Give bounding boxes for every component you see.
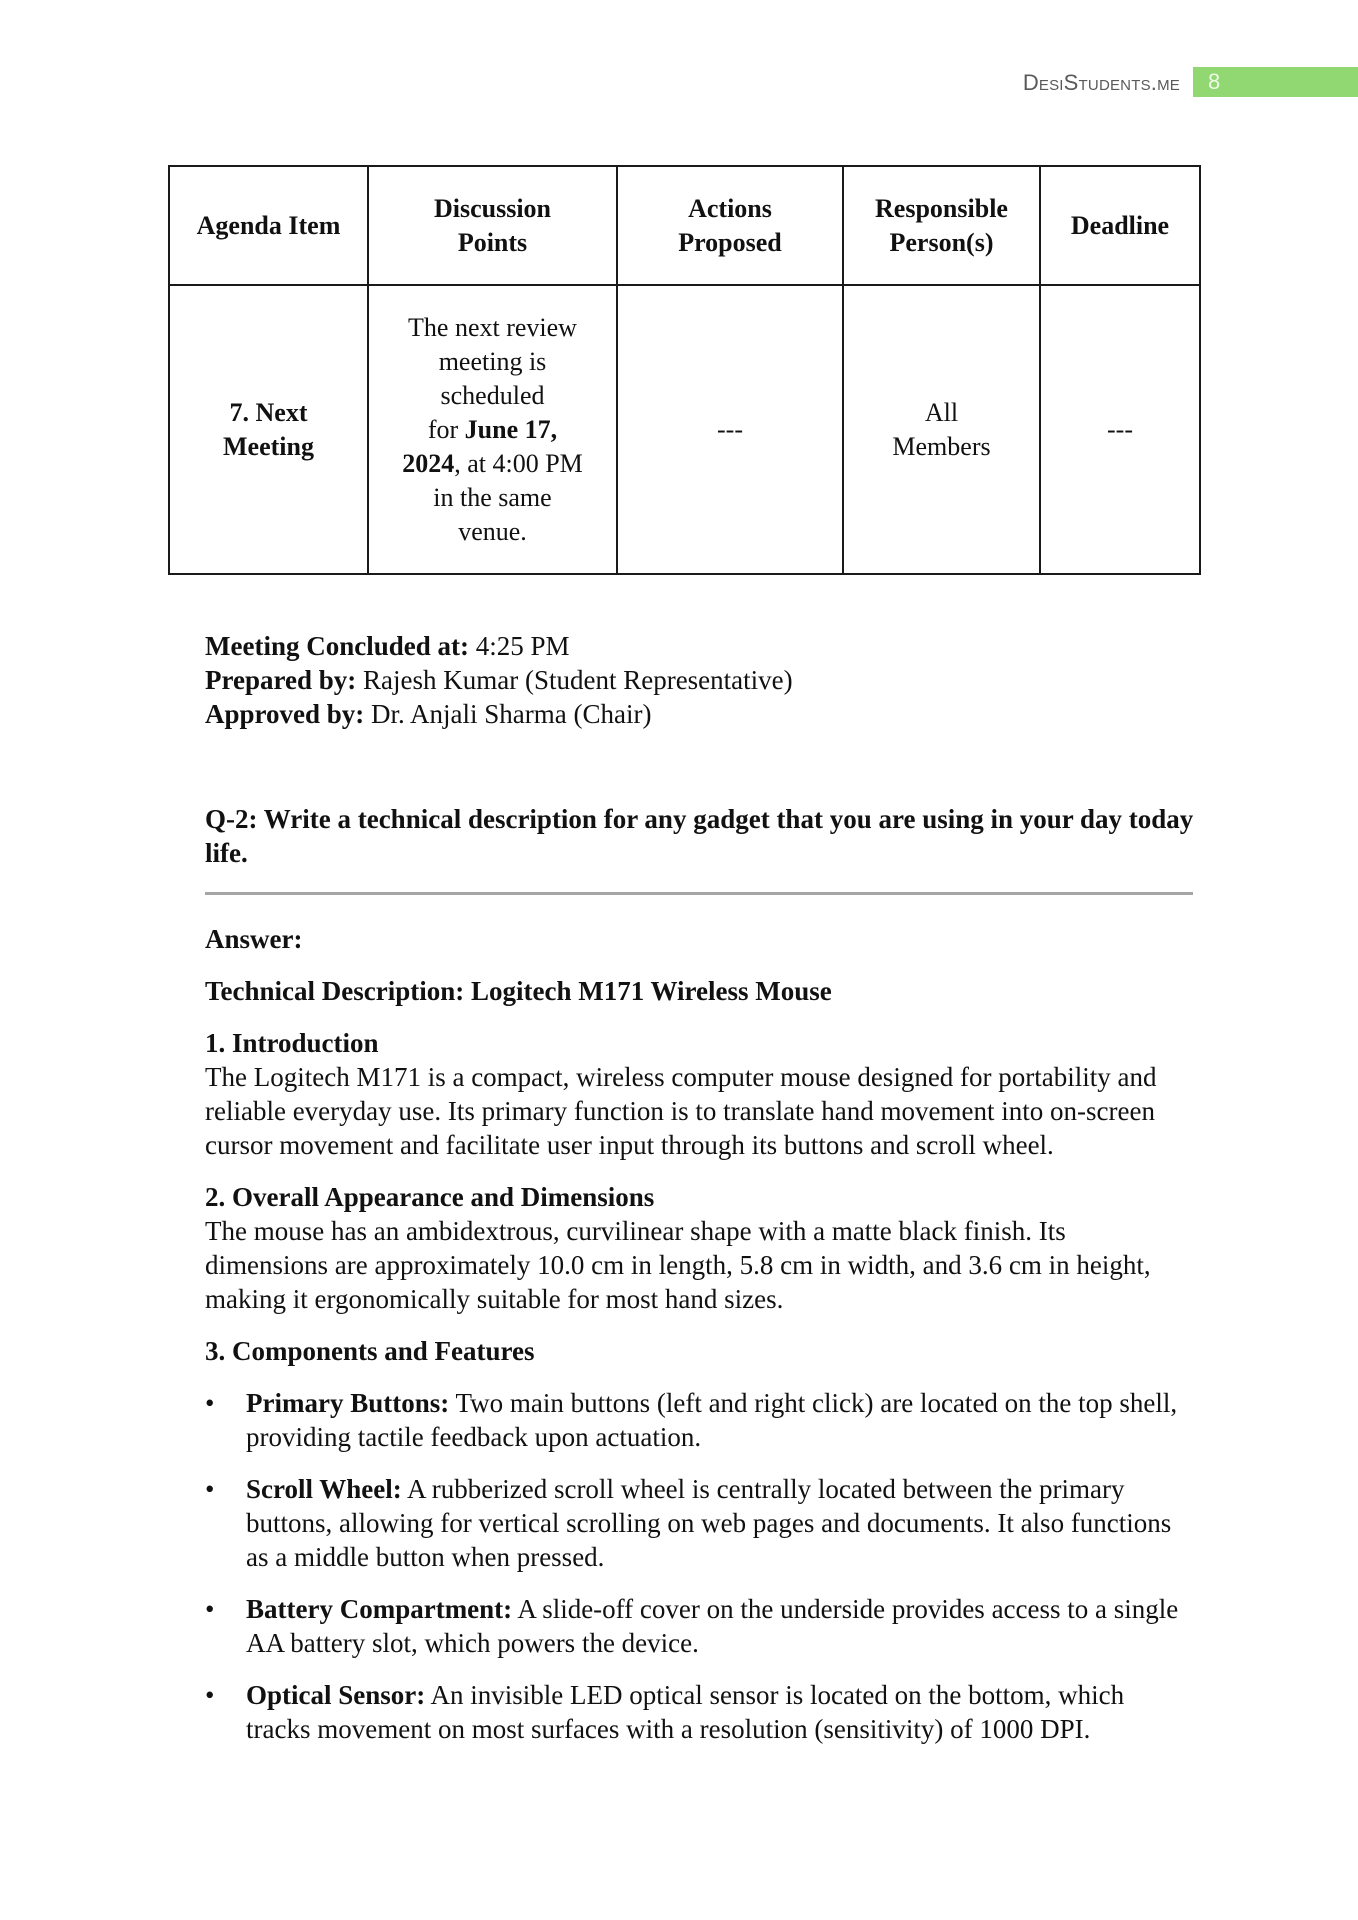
site-name: DesiStudents.me <box>1022 70 1180 95</box>
cell-deadline: --- <box>1040 285 1200 574</box>
header-deadline: Deadline <box>1040 166 1200 285</box>
list-item: • Optical Sensor: An invisible LED optical sensor is located on the bottom, which tracks movement on most surfaces with a resolution (sensitivity) of 1000 DPI. <box>205 1680 1125 1744</box>
bullet-icon: • <box>205 1594 215 1624</box>
section-body: The mouse has an ambidextrous, curvilinear shape with a matte black finish. Its dimensions are approximately 10.0 cm in length, 5.8 cm in width, and 3.6 cm in height, making it ergonomically suitable for most hand sizes. <box>205 1216 1151 1314</box>
question-heading: Q-2: Write a technical description for any gadget that you are using in your day today life. <box>205 804 1194 868</box>
header-discussion-points: Discussion Points <box>368 166 617 285</box>
section-body: The Logitech M171 is a compact, wireless computer mouse designed for portability and reliable everyday use. Its primary function is to translate hand movement into on-screen cursor movement and facilitate user input through its buttons and scroll wheel. <box>205 1062 1157 1160</box>
header-responsible-persons: Responsible Person(s) <box>843 166 1040 285</box>
features-list <box>205 1386 1195 1764</box>
section-components-heading: 3. Components and Features <box>205 1336 535 1366</box>
cell-agenda-item: 7. Next Meeting <box>169 285 368 574</box>
section-introduction <box>205 1026 1195 1162</box>
meeting-meta <box>205 629 1195 731</box>
cell-actions-proposed: --- <box>617 285 843 574</box>
section-heading: 2. Overall Appearance and Dimensions <box>205 1182 655 1212</box>
list-item: • Battery Compartment: A slide-off cover on the underside provides access to a single AA battery slot, which powers the device. <box>205 1594 1179 1658</box>
approved-by: Approved by: Dr. Anjali Sharma (Chair) <box>205 699 652 729</box>
bullet-icon: • <box>205 1474 215 1504</box>
header-agenda-item: Agenda Item <box>169 166 368 285</box>
prepared-by: Prepared by: Rajesh Kumar (Student Representative) <box>205 665 793 695</box>
answer-label: Answer: <box>205 924 303 954</box>
list-item: • Primary Buttons: Two main buttons (left and right click) are located on the top shell, providing tactile feedback upon actuation. <box>205 1388 1178 1452</box>
bullet-icon: • <box>205 1388 215 1418</box>
bullet-icon: • <box>205 1680 215 1710</box>
cell-responsible-persons: All Members <box>843 285 1040 574</box>
horizontal-rule <box>205 892 1193 895</box>
section-appearance <box>205 1180 1195 1316</box>
meeting-concluded: Meeting Concluded at: 4:25 PM <box>205 631 570 661</box>
table-row <box>169 285 1200 574</box>
agenda-table <box>168 165 1201 575</box>
cell-discussion-points: The next review meeting is scheduled for June 17, 2024, at 4:00 PM in the same venue. <box>368 285 617 574</box>
section-heading: 1. Introduction <box>205 1028 379 1058</box>
technical-description-title: Technical Description: Logitech M171 Wireless Mouse <box>205 976 832 1006</box>
table-header-row <box>169 166 1200 285</box>
header-actions-proposed: Actions Proposed <box>617 166 843 285</box>
list-item: • Scroll Wheel: A rubberized scroll wheel is centrally located between the primary buttons, allowing for vertical scrolling on web pages and documents. It also functions as a middle button when pressed. <box>205 1474 1172 1572</box>
page-number: 8 <box>1208 69 1221 94</box>
